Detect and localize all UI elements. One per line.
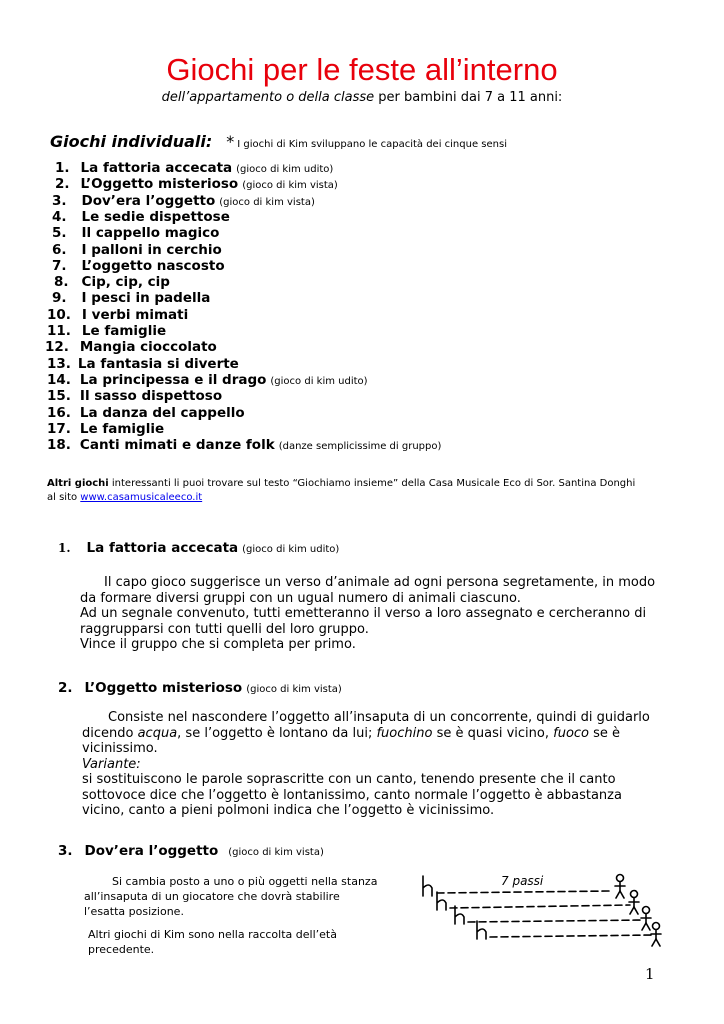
game3-note: Altri giochi di Kim sono nella raccolta dell’età precedente. — [88, 928, 337, 956]
list-item: 14. La principessa e il drago (gioco di kim udito) — [47, 371, 368, 388]
game2-description: Consiste nel nascondere l’oggetto all’insaputa di un concorrente, quindi di guidarlo dicendo acqua, se l’oggetto è lontano da lui; fuochino se è quasi vicino, fuoco se è vicinissimo. Variante: si sostituiscono le parole soprascritte con un canto, tenendo presente che il canto sottovoce dice che l’oggetto è lontanissimo, canto normale l’oggetto è abbastanza vicino, canto a pieni polmoni indica che l’oggetto è vicinissimo. — [82, 710, 650, 818]
list-item: 16. La danza del cappello — [47, 404, 245, 421]
list-item: 15. Il sasso dispettoso — [47, 388, 223, 405]
casamusicale-link[interactable]: www.casamusicaleeco.it — [80, 492, 203, 503]
seven-steps-drawing — [415, 866, 673, 956]
list-item: 12. Mangia cioccolato — [45, 339, 217, 356]
game3-description: Si cambia posto a uno o più oggetti nella stanza all’insaputa di un giocatore che dovrà stabilire l’esatta posizione. — [84, 875, 378, 918]
list-item: 11. Le famiglie — [47, 323, 167, 339]
section-heading: Giochi individuali: * I giochi di Kim sviluppano le capacità dei cinque sensi — [50, 132, 507, 151]
list-item: 1. La fattoria accecata (gioco di kim udito) — [55, 160, 334, 176]
page-subtitle: dell’appartamento o della classe per bambini dai 7 a 11 anni: — [161, 90, 563, 105]
page-title: Giochi per le feste all’interno — [166, 52, 558, 87]
game2-heading: 2. L’Oggetto misterioso (gioco di kim vista) — [58, 680, 342, 696]
list-item: 17. Le famiglie — [47, 420, 165, 437]
list-item: 7. L’oggetto nascosto — [52, 257, 225, 274]
game3-heading: 3. Dov’era l’oggetto (gioco di kim vista) — [58, 843, 324, 859]
list-item: 5. Il cappello magico — [52, 225, 220, 242]
page-number: 1 — [645, 965, 655, 983]
game1-description: Il capo gioco suggerisce un verso d’animale ad ogni persona segretamente, in modo da formare diversi gruppi con un ugual numero di animali ciascuno. Ad un segnale convenuto, tutti emetteranno il verso a loro assegnato e cercheranno di raggrupparsi con tutti quelli del loro gruppo. Vince il gruppo che si completa per primo. — [80, 575, 656, 652]
list-item: 4. Le sedie dispettose — [52, 208, 230, 225]
list-item: 6. I palloni in cerchio — [52, 241, 222, 258]
list-item: 3. Dov’era l’oggetto (gioco di kim vista) — [52, 192, 315, 209]
list-item: 9. I pesci in padella — [52, 290, 211, 307]
game1-heading: 1. La fattoria accecata (gioco di kim udito) — [58, 540, 340, 556]
drawing-label: 7 passi — [501, 874, 544, 888]
altri-giochi-note: Altri giochi interessanti li puoi trovare sul testo “Giochiamo insieme” della Casa Musicale Eco di Sor. Santina Donghi al sito www.casamusicaleeco.it — [47, 478, 636, 503]
list-item: 18. Canti mimati e danze folk (danze semplicissime di gruppo) — [47, 437, 442, 454]
list-item: 2. L’Oggetto misterioso (gioco di kim vista) — [55, 176, 338, 193]
list-item: 13. La fantasia si diverte — [47, 355, 239, 372]
list-item: 8. Cip, cip, cip — [54, 274, 170, 291]
list-item: 10. I verbi mimati — [47, 306, 189, 323]
